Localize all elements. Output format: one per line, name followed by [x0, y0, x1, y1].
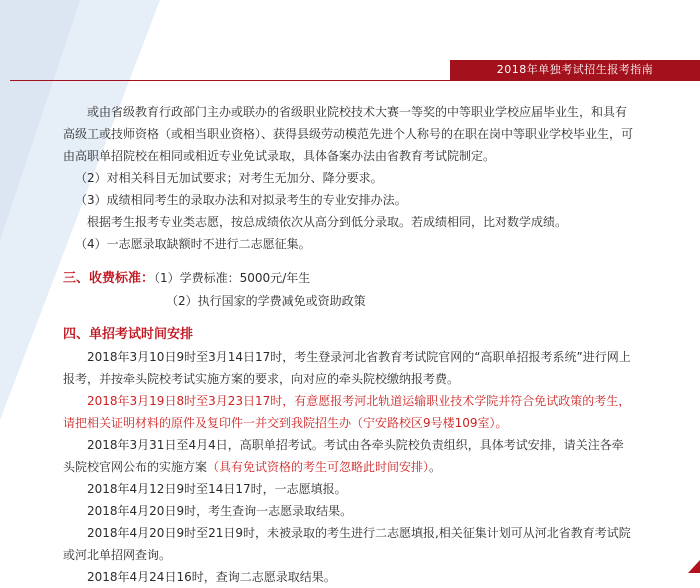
schedule-exemption-materials: 2018年3月19日8时至3月23日17时，有意愿报考河北轨道运输职业技术学院并符合免试政策的考生，请把相关证明材料的原件及复印件一并交到我院招生办（宁安路校区9号楼109室）。 — [63, 394, 631, 430]
schedule-first-result: 2018年4月20日9时，考生查询一志愿录取结果。 — [87, 504, 353, 518]
paragraph-exemption: 或由省级教育行政部门主办或联办的省级职业院校技术大赛一等奖的中等职业学校应届毕业生，和具有高级工或技师资格（或相当职业资格）、获得县级劳动模范先进个人称号的在职在岗中等职业学校毕业生，可由高职单招院校在相同或相近专业免试录取，具体备案办法由省教育考试院制定。 — [63, 105, 634, 163]
paragraph-item-3: （3）成绩相同考生的录取办法和对拟录考生的专业安排办法。 — [75, 193, 407, 207]
schedule-exam-end: 。 — [429, 460, 442, 474]
schedule-exam-text: 2018年3月31日至4月4日，高职单招考试。考试由各牵头院校负责组织，具体考试安排，请关注各牵头院校官网公布的实施方案 — [63, 438, 624, 474]
schedule-heading: 四、单招考试时间安排 — [63, 327, 194, 342]
schedule-second-choice: 2018年4月20日9时至21日9时，未被录取的考生进行二志愿填报,相关征集计划可从河北省教育考试院或河北单招网查询。 — [63, 526, 631, 562]
header-title-band — [450, 60, 700, 80]
header-title: 2018年单独考试招生报考指南 — [496, 63, 654, 76]
document-body — [63, 101, 635, 588]
paragraph-item-4: （4）一志愿录取缺额时不进行二志愿征集。 — [75, 237, 311, 251]
schedule-exam-note: （具有免试资格的考生可忽略此时间安排） — [207, 460, 430, 474]
schedule-online-registration: 2018年3月10日9时至3月14日17时，考生登录河北省教育考试院官网的“高职单招报考系统”进行网上报考，并按牵头院校考试实施方案的要求，向对应的牵头院校缴纳报考费。 — [63, 350, 631, 386]
schedule-exam-period — [63, 434, 635, 478]
schedule-first-choice: 2018年4月12日9时至14日17时，一志愿填报。 — [87, 482, 347, 496]
paragraph-ranking: 根据考生报考专业类志愿，按总成绩依次从高分到低分录取。若成绩相同，比对数学成绩。 — [87, 215, 568, 229]
schedule-section — [63, 324, 635, 588]
fees-heading: 三、收费标准： — [63, 271, 155, 286]
fees-section — [63, 267, 635, 312]
header-divider — [10, 80, 700, 81]
paragraph-item-2: （2）对相关科目无加试要求；对考生无加分、降分要求。 — [75, 171, 383, 185]
fees-item-1: （1）学费标准：5000元/年生 — [154, 271, 311, 285]
schedule-second-result: 2018年4月24日16时，查询二志愿录取结果。 — [87, 570, 336, 584]
fees-item-2: （2）执行国家的学费减免或资助政策 — [166, 294, 366, 308]
